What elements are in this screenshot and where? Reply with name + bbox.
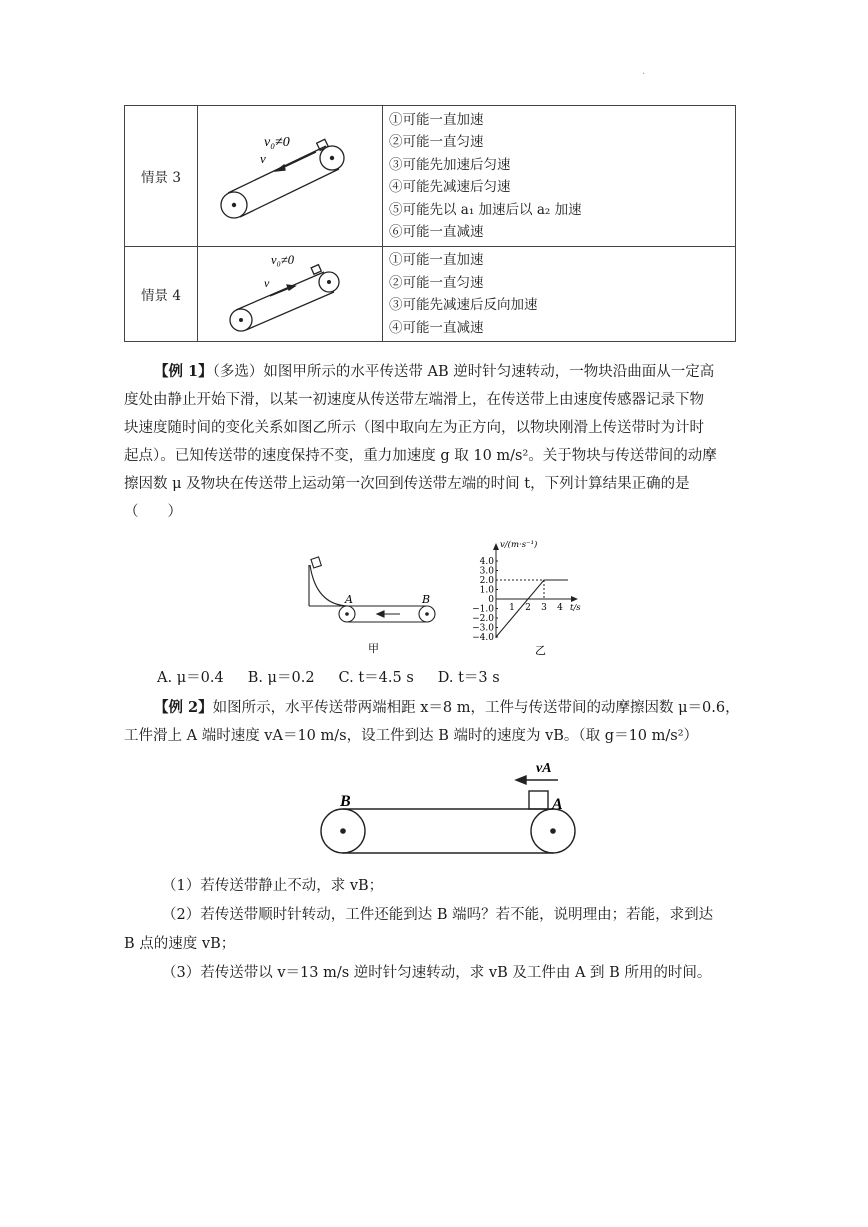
incline-belt-diagram-3 — [198, 106, 382, 242]
scenario-label: 情景 3 — [125, 106, 198, 247]
example-1-line: 擦因数 μ 及物块在传送带上运动第一次回到传送带左端的时间 t，下列计算结果正确的是 — [124, 476, 690, 492]
figure-caption: 甲 — [368, 642, 379, 655]
list-item: ②可能一直匀速 — [389, 134, 484, 150]
example-1-text — [124, 358, 744, 526]
y-tick-label: 4.0 — [479, 557, 494, 567]
x-tick-label: 2 — [525, 603, 531, 613]
incline-belt-figure — [198, 247, 383, 342]
figure-jia — [300, 555, 450, 660]
list-item: ④可能一直减速 — [389, 319, 484, 336]
block — [317, 139, 329, 150]
example-1-line: 度处由静止开始下滑，以某一初速度从传送带左端滑上，在传送带上由速度传感器记录下物 — [124, 392, 704, 408]
list-item: ③可能先加速后匀速 — [389, 156, 511, 173]
list-item: ⑥可能一直减速 — [389, 224, 484, 240]
example-1-tag: 【例 1】 — [154, 363, 213, 380]
x-tick-label: 4 — [557, 603, 563, 613]
example-2-line: 如图所示，水平传送带两端相距 x＝8 m，工件与传送带间的动摩擦因数 μ＝0.6， — [212, 700, 740, 716]
example-1-line: 块速度随时间的变化关系如图乙所示（图中取向左为正方向，以物块刚滑上传送带时为计时 — [124, 420, 704, 436]
v0-label: v₀≠0 — [264, 135, 290, 150]
question-1: （1）若传送带静止不动，求 vB； — [162, 878, 384, 894]
incline-belt-diagram-4 — [198, 247, 382, 337]
table-row — [125, 106, 736, 247]
list-item: ③可能先减速后反向加速 — [389, 297, 538, 313]
example-1-line: （ ） — [124, 504, 182, 520]
workpiece — [529, 791, 548, 809]
option-d[interactable]: D. t＝3 s — [437, 670, 500, 686]
x-axis-label: t/s — [570, 603, 581, 613]
point-a-label: A — [345, 593, 353, 606]
question-3: （3）若传送带以 v＝13 m/s 逆时针匀速转动，求 vB 及工件由 A 到 B 所用的时间。 — [162, 965, 712, 981]
block — [311, 557, 321, 568]
scenario-table — [124, 105, 736, 342]
curved-slope — [310, 565, 348, 606]
list-item: ②可能一直匀速 — [389, 274, 484, 291]
horizontal-belt-figure — [310, 752, 590, 862]
point-b-label: B — [422, 593, 431, 606]
list-item: ④可能先减速后匀速 — [389, 179, 511, 195]
velocity-va-label: vA — [536, 761, 552, 776]
option-b[interactable]: B. μ＝0.2 — [247, 670, 315, 686]
figure-yi — [460, 538, 600, 658]
v-label: v — [260, 151, 266, 166]
y-tick-label: −1.0 — [472, 604, 494, 615]
y-tick-label: −2.0 — [472, 614, 494, 624]
y-tick-label: −3.0 — [472, 623, 494, 634]
possibility-list — [383, 247, 736, 342]
table-row — [125, 247, 736, 342]
possibility-list — [383, 106, 736, 247]
example-1-line: 起点）。已知传送带的速度保持不变，重力加速度 g 取 10 m/s²。关于物块与传送带间的动摩 — [124, 448, 717, 464]
example-1-line: 如图甲所示的水平传送带 AB 逆时针匀速转动，一物块沿曲面从一定高 — [263, 364, 715, 380]
figure-caption: 乙 — [535, 644, 546, 657]
example-2-tag: 【例 2】 — [154, 699, 213, 716]
v-label: v — [264, 276, 270, 290]
list-item: ①可能一直加速 — [389, 111, 484, 128]
incline-belt-figure — [198, 106, 383, 247]
example-2-line: 工件滑上 A 端时速度 vA＝10 m/s，设工件到达 B 端时的速度为 vB。（取 g＝10 m/s²） — [124, 728, 699, 744]
question-2: （2）若传送带顺时针转动，工件还能到达 B 端吗？若不能，说明理由；若能，求到达 — [162, 907, 714, 923]
x-tick-label: 1 — [509, 603, 515, 613]
y-tick-label: 2.0 — [479, 576, 494, 586]
list-item: ①可能一直加速 — [389, 252, 484, 268]
example-2-text — [124, 694, 744, 750]
page-dot: . — [642, 66, 646, 77]
end-b-label: B — [340, 793, 351, 810]
y-tick-label: −4.0 — [472, 633, 494, 643]
list-item: ⑤可能先以 a₁ 加速后以 a₂ 加速 — [389, 201, 582, 218]
x-tick-label: 3 — [541, 603, 547, 613]
y-tick-label: 1.0 — [479, 585, 494, 596]
y-tick-label: 0 — [488, 595, 494, 605]
example-2-questions — [124, 872, 744, 988]
y-axis-label: v/(m·s⁻¹) — [500, 540, 538, 550]
scenario-label: 情景 4 — [125, 247, 198, 342]
v0-label: v₀≠0 — [271, 253, 295, 267]
y-tick-label: 3.0 — [479, 566, 494, 577]
end-a-label: A — [552, 796, 563, 813]
block — [311, 265, 321, 275]
option-a[interactable]: A. μ＝0.4 — [157, 670, 224, 686]
example-1-multi: （多选） — [212, 364, 264, 380]
option-c[interactable]: C. t＝4.5 s — [338, 670, 414, 686]
question-2-cont: B 点的速度 vB； — [124, 936, 236, 952]
example-1-options — [157, 666, 500, 687]
